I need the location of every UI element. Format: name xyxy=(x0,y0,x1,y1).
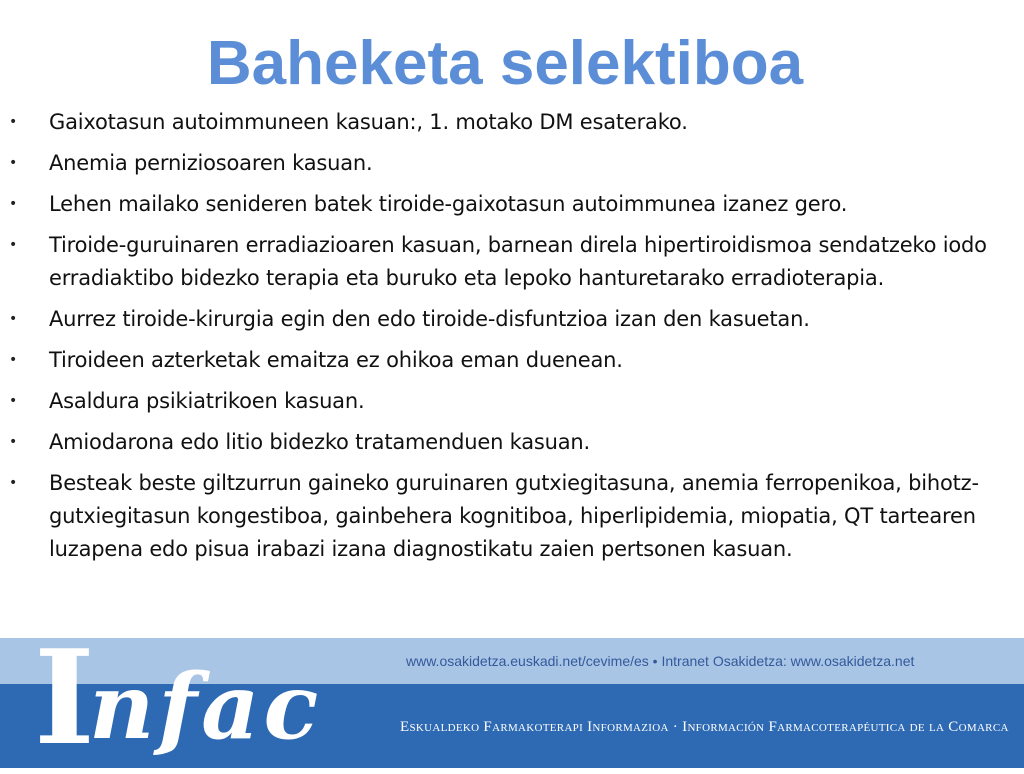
bullet-dot-icon: • xyxy=(9,352,18,368)
bullet-item xyxy=(0,344,1024,377)
bullet-dot-icon: • xyxy=(9,196,18,212)
infac-logo xyxy=(34,621,334,774)
bullet-dot-icon: • xyxy=(9,393,18,409)
bullet-dot-icon: • xyxy=(9,434,18,450)
bullet-list xyxy=(0,106,1024,574)
bullet-item xyxy=(0,385,1024,418)
bullet-item xyxy=(0,426,1024,459)
bullet-item xyxy=(0,303,1024,336)
bullet-dot-icon: • xyxy=(9,114,18,130)
bullet-text: Aurrez tiroide-kirurgia egin den edo tiroide-disfuntzioa izan den kasuetan. xyxy=(49,307,810,331)
logo-initial: I xyxy=(34,621,95,774)
footer-banner xyxy=(0,621,1024,774)
bullet-dot-icon: • xyxy=(9,311,18,327)
footer-tagline: Eskualdeko Farmakoterapi Informazioa · Información Farmacoterapéutica de la Comarca xyxy=(400,719,1009,735)
bullet-dot-icon: • xyxy=(9,155,18,171)
bullet-text: Tiroideen azterketak emaitza ez ohikoa eman duenean. xyxy=(49,348,623,372)
bullet-dot-icon: • xyxy=(9,475,18,491)
bullet-text: Besteak beste giltzurrun gaineko guruinaren gutxiegitasuna, anemia ferropenikoa, bihotz-gutxiegitasun kongestiboa, gainbehera kognitiboa, hiperlipidemia, miopatia, QT tartearen luzapena edo pisua irabazi izana diagnostikatu zaien pertsonen kasuan. xyxy=(49,471,979,561)
bullet-item xyxy=(0,188,1024,221)
bullet-item xyxy=(0,229,1024,295)
bullet-text: Gaixotasun autoimmuneen kasuan:, 1. motako DM esaterako. xyxy=(49,110,688,134)
slide-title: Baheketa selektiboa xyxy=(206,29,804,98)
logo-rest: nfac xyxy=(89,654,323,760)
bullet-item xyxy=(0,106,1024,139)
bullet-text: Anemia perniziosoaren kasuan. xyxy=(49,151,373,175)
footer-links: www.osakidetza.euskadi.net/cevime/es • Intranet Osakidetza: www.osakidetza.net xyxy=(406,653,915,669)
bullet-text: Lehen mailako senideren batek tiroide-gaixotasun autoimmunea izanez gero. xyxy=(49,192,848,216)
bullet-text: Tiroide-guruinaren erradiazioaren kasuan, barnean direla hipertiroidismoa sendatzeko iodo erradiaktibo bidezko terapia eta buruko eta lepoko hanturetarako erradioterapia. xyxy=(49,233,987,290)
bullet-dot-icon: • xyxy=(9,237,18,253)
bullet-item xyxy=(0,467,1024,566)
bullet-text: Asaldura psikiatrikoen kasuan. xyxy=(49,389,365,413)
bullet-text: Amiodarona edo litio bidezko tratamenduen kasuan. xyxy=(49,430,591,454)
bullet-item xyxy=(0,147,1024,180)
